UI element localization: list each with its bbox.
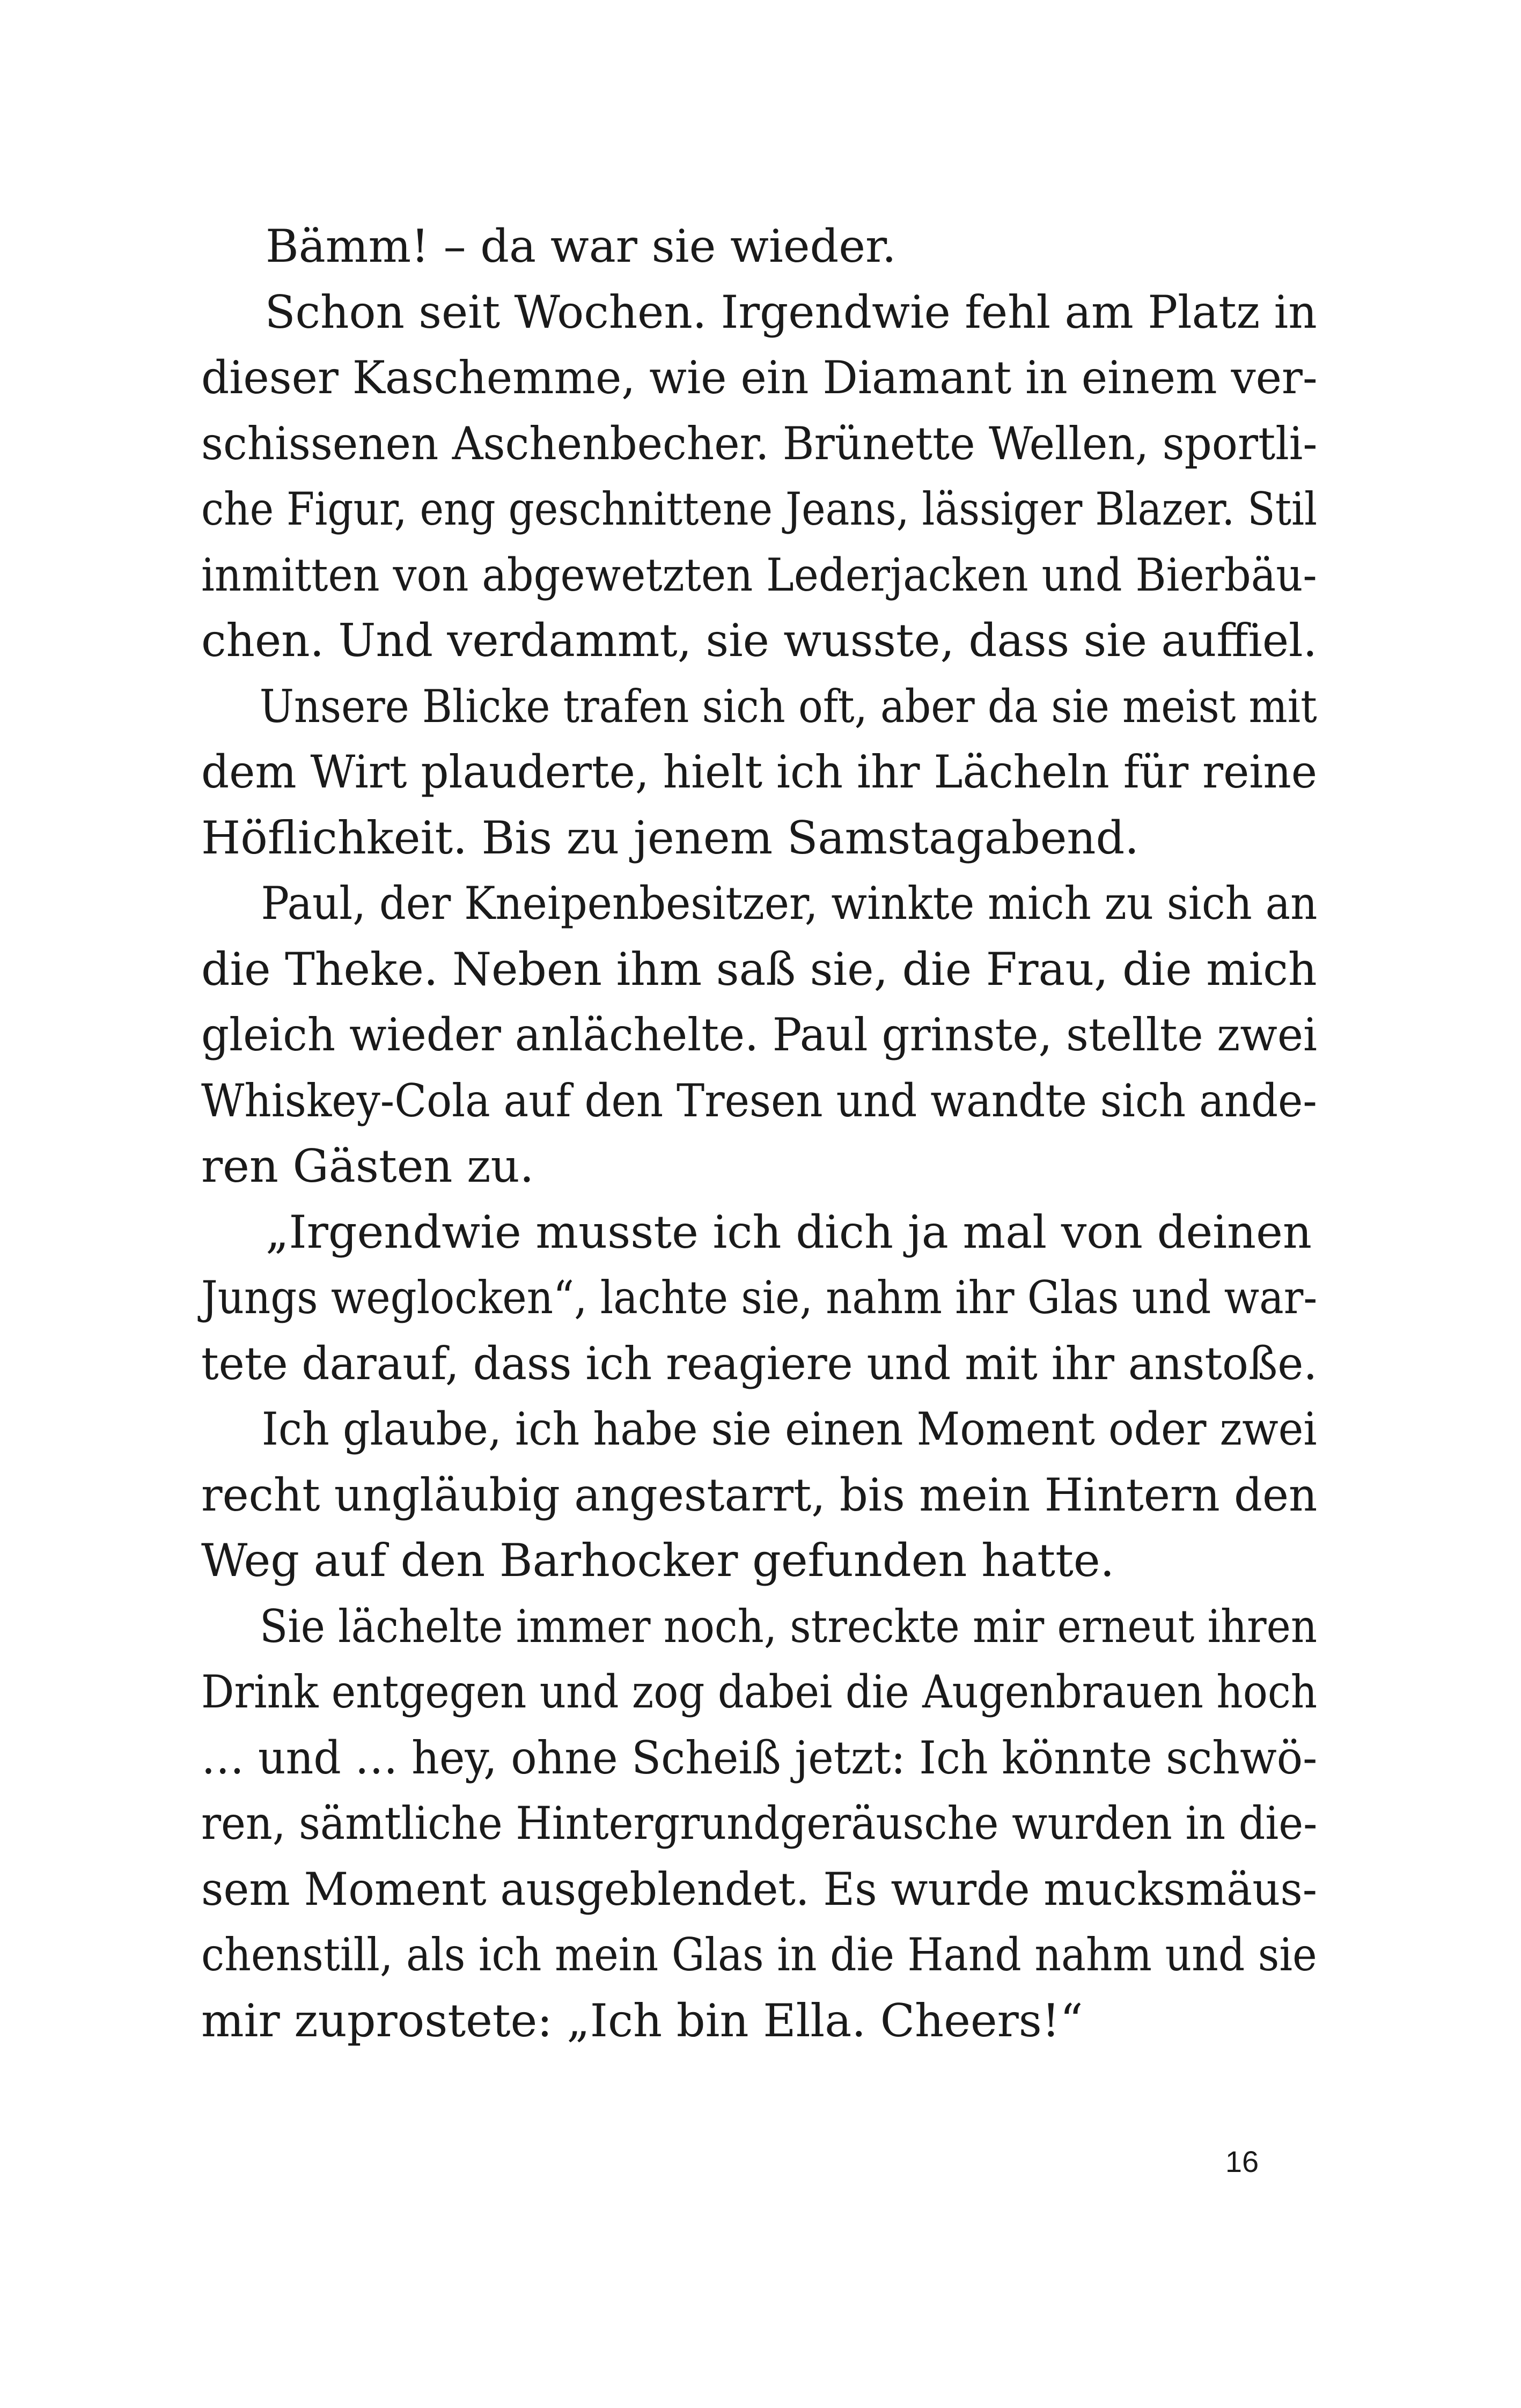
paragraph-first-line: Bämm! – da war sie wieder. <box>266 220 897 273</box>
text-line: chenstill, als ich mein Glas in die Hand nahm und sie <box>201 1928 1317 1981</box>
text-line: … und … hey, ohne Scheiß jetzt: Ich könnte schwö- <box>201 1731 1318 1784</box>
text-line: sem Moment ausgeblendet. Es wurde mucksmäus- <box>201 1862 1318 1916</box>
paragraph-first-line: Schon seit Wochen. Irgendwie fehl am Platz in <box>264 285 1317 338</box>
paragraph-first-line: „Irgendwie musste ich dich ja mal von deinen <box>266 1205 1312 1258</box>
text-line: mir zuprostete: „Ich bin Ella. Cheers!“ <box>201 1994 1083 2047</box>
text-line: chen. Und verdammt, sie wusste, dass sie auffiel. <box>201 614 1317 667</box>
text-line: Drink entgegen und zog dabei die Augenbrauen hoch <box>201 1666 1318 1718</box>
paragraph-first-line: Unsere Blicke trafen sich oft, aber da sie meist mit <box>259 680 1317 733</box>
text-line: schissenen Aschenbecher. Brünette Wellen, sportli- <box>201 417 1318 470</box>
text-line: gleich wieder anlächelte. Paul grinste, stellte zwei <box>201 1008 1318 1061</box>
text-line: tete darauf, dass ich reagiere und mit ihr anstoße. <box>201 1337 1318 1390</box>
text-line: che Figur, eng geschnittene Jeans, lässiger Blazer. Stil <box>201 483 1318 535</box>
text-line: Weg auf den Barhocker gefunden hatte. <box>201 1534 1115 1587</box>
text-line: Jungs weglocken“, lachte sie, nahm ihr Glas und war- <box>201 1271 1318 1324</box>
text-line: recht ungläubig angestarrt, bis mein Hintern den <box>201 1468 1318 1521</box>
text-line: dieser Kaschemme, wie ein Diamant in einem ver- <box>201 351 1318 404</box>
text-line: inmitten von abgewetzten Lederjacken und Bierbäu- <box>201 548 1317 601</box>
text-line: dem Wirt plauderte, hielt ich ihr Lächeln für reine <box>201 746 1318 798</box>
page-number: 16 <box>1225 2145 1259 2178</box>
body-text <box>201 213 1318 2053</box>
text-line: die Theke. Neben ihm saß sie, die Frau, die mich <box>201 942 1317 996</box>
paragraph-first-line: Ich glaube, ich habe sie einen Moment oder zwei <box>261 1403 1317 1455</box>
text-line: ren, sämtliche Hintergrundgeräusche wurden in die- <box>201 1797 1318 1850</box>
paragraph-first-line: Sie lächelte immer noch, streckte mir erneut ihren <box>260 1600 1318 1653</box>
paragraph-first-line: Paul, der Kneipenbesitzer, winkte mich zu sich an <box>261 877 1318 930</box>
text-line: Höflichkeit. Bis zu jenem Samstagabend. <box>201 811 1140 864</box>
text-line: Whiskey-Cola auf den Tresen und wandte sich ande- <box>201 1074 1317 1127</box>
text-line: ren Gästen zu. <box>201 1140 534 1192</box>
